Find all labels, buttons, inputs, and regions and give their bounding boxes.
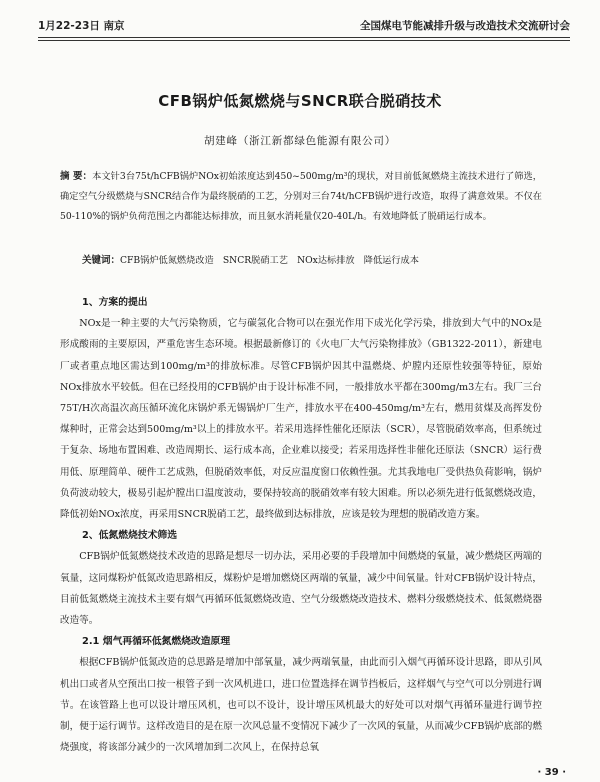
author-line: 胡建峰（浙江新都绿色能源有限公司） <box>203 135 397 147</box>
header-rule <box>38 40 570 41</box>
abstract-text: 本文针3台75t/hCFB锅炉NOx初始浓度达到450~500mg/m³的现状，对目前低氮燃烧主流技术进行了筛选，确定空气分级燃烧与SNCR结合作为最终脱硝的工艺，分别对三台74t/hCFB锅炉进行改造，取得了满意效果。不仅在50-110%的锅炉负荷范围之内都能达标排放，而且氨水消耗量仅20-40L/h。有效地降低了脱硝运行成本。 <box>60 171 542 222</box>
section-2-paragraph: CFB锅炉低氮燃烧技术改造的思路是想尽一切办法，采用必要的手段增加中间燃烧的氧量，减少燃烧区两端的氧量，这同煤粉炉低氮改造思路相反，煤粉炉是增加燃烧区两端的氧量，减少中间氧量。针对CFB锅炉设计特点，目前低氮燃烧主流技术主要有烟气再循环低氮燃烧改造、空气分级燃烧改造技术、燃料分级燃烧技术、低氮燃烧器改造等。 <box>60 551 542 627</box>
abstract-label: 摘 要： <box>60 171 93 182</box>
running-header <box>38 18 570 38</box>
header-left: 1月22-23日 南京 <box>38 20 125 32</box>
keywords <box>82 252 542 270</box>
section-2-1-paragraph: 根据CFB锅炉低氮改造的总思路是增加中部氧量，减少两端氧量，由此而引入烟气再循环设计思路，即从引风机出口或者从空预出口按一根管子到一次风机进口，进口位置选择在调节挡板后，这样烟气与空气可以分别进行调节。在该管路上也可以设计增压风机，也可以不设计，设计增压风机最大的好处可以对烟气再循环量进行调节控制，便于运行调节。这样改造目的是在原一次风总量不变情况下减少了一次风的氧量，从而减少CFB锅炉底部的燃烧强度，将该部分减少的一次风增加到二次风上，在保持总氧 <box>60 657 542 754</box>
page-number: · 39 · <box>537 767 566 778</box>
header-right: 全国煤电节能减排升级与改造技术交流研讨会 <box>360 20 570 32</box>
abstract <box>60 167 542 227</box>
section-1-paragraph: NOx是一种主要的大气污染物质，它与碳氢化合物可以在强光作用下成光化学污染，排放到大气中的NOx是形成酸雨的主要原因，严重危害生态环境。根据最新修订的《火电厂大气污染物排放》（GB1322-2011），新建电厂或者重点地区需达到100mg/m³的排放标准。尽管CFB锅炉因其中温燃烧、炉膛内还原性较强等特征，原始NOx排放水平较低。但在已经投用的CFB锅炉由于设计标准不同，一般排放水平都在300mg/m3左右。我厂三台75T/H次高温次高压循环流化床锅炉系无锡锅炉厂生产，排放水平在400-450mg/m³左右，燃用贫煤及高挥发份煤种时，正常会达到500mg/m³以上的排放水平。若采用选择性催化还原法（SCR），尽管脱硝效率高，但系统过于复杂、场地布置困难、改造周期长、运行成本高，企业难以接受；若采用选择性非催化还原法（SNCR）运行费用低、原理简单、硬件工艺成熟，但脱硝效率低，对反应温度窗口依赖性强。尤其我地电厂受供热负荷影响，锅炉负荷波动较大，极易引起炉膛出口温度波动，要保持较高的脱硝效率有较大困难。所以必须先进行低氮燃烧改造，降低初始NOx浓度，再采用SNCR脱硝工艺，最终做到达标排放，应该是较为理想的脱硝改造方案。 <box>60 318 542 521</box>
section-heading-1: 1、方案的提出 <box>82 297 148 308</box>
section-heading-2: 2、低氮燃烧技术筛选 <box>82 530 177 542</box>
body-text <box>60 292 542 758</box>
section-heading-2-1: 2.1 烟气再循环低氮燃烧改造原理 <box>82 636 231 648</box>
keywords-text: CFB锅炉低氮燃烧改造 SNCR脱硝工艺 NOx达标排放 降低运行成本 <box>120 255 419 266</box>
paper-title: CFB锅炉低氮燃烧与SNCR联合脱硝技术 <box>158 92 442 110</box>
keywords-label: 关键词： <box>82 255 121 266</box>
